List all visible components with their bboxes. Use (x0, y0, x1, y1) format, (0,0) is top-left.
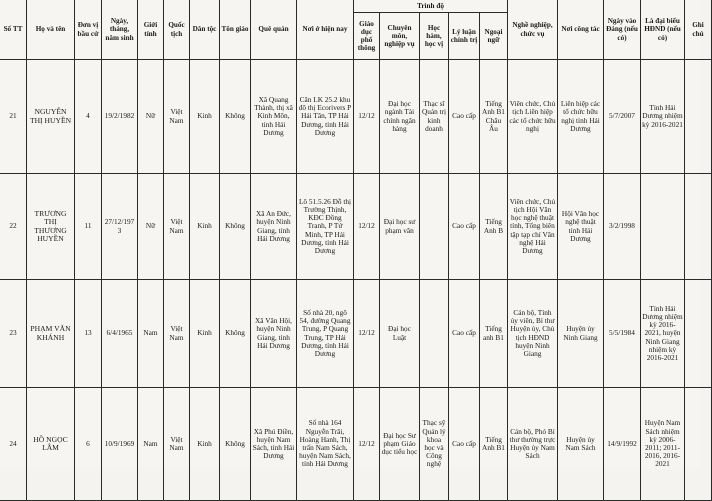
cell-hometown: Xã An Đức, huyện Ninh Giang, tỉnh Hải Dương (251, 174, 297, 280)
cell-delegate: Tỉnh Hải Dương nhiệm kỳ 2016-2021, huyện Ninh Giang nhiệm kỳ 2016-2021 (641, 280, 685, 388)
header-workplace: Nơi công tác (558, 0, 604, 60)
cell-party-date: 14/9/1992 (604, 388, 641, 501)
cell-degree: Thạc sĩ Quản trị kinh doanh (420, 60, 449, 174)
cell-unit: 6 (75, 388, 102, 501)
cell-note (685, 60, 712, 174)
header-degree: Học hàm, học vị (420, 13, 449, 60)
header-specialty: Chuyên môn, nghiệp vụ (380, 13, 420, 60)
header-row-top (0, 0, 712, 13)
header-language: Ngoại ngữ (480, 13, 508, 60)
cell-hometown: Xã Quang Thành, thị xã Kinh Môn, tỉnh Hải Dương (251, 60, 297, 174)
cell-religion: Không (220, 388, 251, 501)
cell-workplace: Huyện ủy Ninh Giang (558, 280, 604, 388)
cell-degree (420, 280, 449, 388)
cell-occupation: Cán bộ, Phó Bí thư thường trực Huyện ủy Nam Sách (508, 388, 558, 501)
header-dob: Ngày, tháng, năm sinh (102, 0, 138, 60)
header-note: Ghi chú (685, 0, 712, 60)
header-education-group: Trình độ (354, 0, 508, 13)
cell-language: Tiếng Anh B1 Châu Âu (480, 60, 508, 174)
cell-dob: 10/9/1969 (102, 388, 138, 501)
cell-degree (420, 174, 449, 280)
cell-name: NGUYỄN THỊ HUYỀN (27, 60, 75, 174)
table-row (0, 388, 712, 501)
cell-hometown: Xã Văn Hội, huyện Ninh Giang, tỉnh Hải Dương (251, 280, 297, 388)
cell-delegate: Huyện Nam Sách nhiệm kỳ 2006-2011; 2011-2016, 2016-2021 (641, 388, 685, 501)
cell-unit: 4 (75, 60, 102, 174)
cell-residence: Số nhà 20, ngõ 54, đường Quang Trung, P Quang Trung, TP Hải Dương, tỉnh Hải Dương (297, 280, 354, 388)
cell-language: Tiếng anh B1 (480, 280, 508, 388)
cell-specialty: Đại học Luật (380, 280, 420, 388)
header-name: Họ và tên (27, 0, 75, 60)
cell-stt: 24 (0, 388, 27, 501)
cell-general-edu: 12/12 (354, 174, 380, 280)
cell-party-date: 3/2/1998 (604, 174, 641, 280)
cell-general-edu: 12/12 (354, 388, 380, 501)
table-row (0, 174, 712, 280)
cell-unit: 11 (75, 174, 102, 280)
header-occupation: Nghề nghiệp, chức vụ (508, 0, 558, 60)
cell-dob: 27/12/1973 (102, 174, 138, 280)
cell-gender: Nam (138, 388, 164, 501)
cell-political: Cao cấp (449, 174, 480, 280)
table-row (0, 60, 712, 174)
header-unit: Đơn vị bầu cử (75, 0, 102, 60)
cell-name: TRƯƠNG THỊ THƯƠNG HUYỀN (27, 174, 75, 280)
cell-workplace: Liên hiệp các tổ chức hữu nghị tỉnh Hải Dương (558, 60, 604, 174)
cell-religion: Không (220, 60, 251, 174)
cell-ethnicity: Kinh (190, 174, 220, 280)
cell-stt: 21 (0, 60, 27, 174)
header-religion: Tôn giáo (220, 0, 251, 60)
cell-nationality: Việt Nam (164, 388, 190, 501)
cell-note (685, 280, 712, 388)
cell-occupation: Cán bộ, Tỉnh ủy viên, Bí thư Huyện ủy, Chủ tịch HĐND huyện Ninh Giang (508, 280, 558, 388)
cell-political: Cao cấp (449, 388, 480, 501)
cell-name: PHẠM VĂN KHÁNH (27, 280, 75, 388)
cell-political: Cao cấp (449, 280, 480, 388)
header-ethnicity: Dân tộc (190, 0, 220, 60)
cell-language: Tiếng Anh B (480, 174, 508, 280)
cell-party-date: 5/7/2007 (604, 60, 641, 174)
cell-gender: Nữ (138, 60, 164, 174)
cell-workplace: Huyện ủy Nam Sách (558, 388, 604, 501)
cell-nationality: Việt Nam (164, 60, 190, 174)
cell-note (685, 174, 712, 280)
header-political: Lý luận chính trị (449, 13, 480, 60)
header-party-date: Ngày vào Đảng (nếu có) (604, 0, 641, 60)
cell-religion: Không (220, 280, 251, 388)
cell-occupation: Viên chức, Chủ tịch Liên hiệp các tổ chức hữu nghị (508, 60, 558, 174)
cell-hometown: Xã Phú Điền, huyện Nam Sách, tỉnh Hải Dương (251, 388, 297, 501)
cell-workplace: Hội Văn học nghệ thuật tỉnh Hải Dương (558, 174, 604, 280)
cell-name: HỒ NGỌC LÂM (27, 388, 75, 501)
cell-dob: 19/2/1982 (102, 60, 138, 174)
cell-nationality: Việt Nam (164, 174, 190, 280)
cell-unit: 13 (75, 280, 102, 388)
cell-ethnicity: Kinh (190, 388, 220, 501)
header-delegate: Là đại biểu HĐND (nếu có) (641, 0, 685, 60)
header-stt: Số TT (0, 0, 27, 60)
cell-stt: 23 (0, 280, 27, 388)
cell-religion: Không (220, 174, 251, 280)
cell-gender: Nam (138, 280, 164, 388)
cell-political: Cao cấp (449, 60, 480, 174)
header-residence: Nơi ở hiện nay (297, 0, 354, 60)
cell-party-date: 5/5/1984 (604, 280, 641, 388)
cell-general-edu: 12/12 (354, 280, 380, 388)
cell-delegate: Tỉnh Hải Dương nhiệm kỳ 2016-2021 (641, 60, 685, 174)
header-general-edu: Giáo dục phổ thông (354, 13, 380, 60)
header-gender: Giới tính (138, 0, 164, 60)
cell-residence: Số nhà 164 Nguyễn Trãi, Hoàng Hanh, Thị trấn Nam Sách, huyện Nam Sách, tỉnh Hải Dương (297, 388, 354, 501)
cell-dob: 6/4/1965 (102, 280, 138, 388)
cell-gender: Nữ (138, 174, 164, 280)
cell-nationality: Việt Nam (164, 280, 190, 388)
cell-general-edu: 12/12 (354, 60, 380, 174)
cell-delegate (641, 174, 685, 280)
cell-stt: 22 (0, 174, 27, 280)
cell-residence: Căn LK 25.2 khu đô thị Ecorivers P Hải Tân, TP Hải Dương, tỉnh Hải Dương (297, 60, 354, 174)
header-nationality: Quốc tịch (164, 0, 190, 60)
table-row (0, 280, 712, 388)
cell-specialty: Đại học Sư phạm Giáo dục tiểu học (380, 388, 420, 501)
cell-degree: Thạc sỹ Quản lý khoa học và Công nghệ (420, 388, 449, 501)
cell-specialty: Đại học ngành Tài chính ngân hàng (380, 60, 420, 174)
cell-occupation: Viên chức, Chủ tịch Hội Văn học nghệ thuật tỉnh, Tổng biên tập tạp chí Văn nghệ Hải Dương (508, 174, 558, 280)
cell-language: Tiếng Anh B1 (480, 388, 508, 501)
cell-ethnicity: Kinh (190, 60, 220, 174)
cell-note (685, 388, 712, 501)
header-hometown: Quê quán (251, 0, 297, 60)
cell-specialty: Đại học sư phạm văn (380, 174, 420, 280)
cell-residence: Lô 51.5.26 Đỗ thị Trường Thịnh, KĐC Đồng Tranh, P Tứ Minh, TP Hải Dương, tỉnh Hải Dương (297, 174, 354, 280)
cell-ethnicity: Kinh (190, 280, 220, 388)
